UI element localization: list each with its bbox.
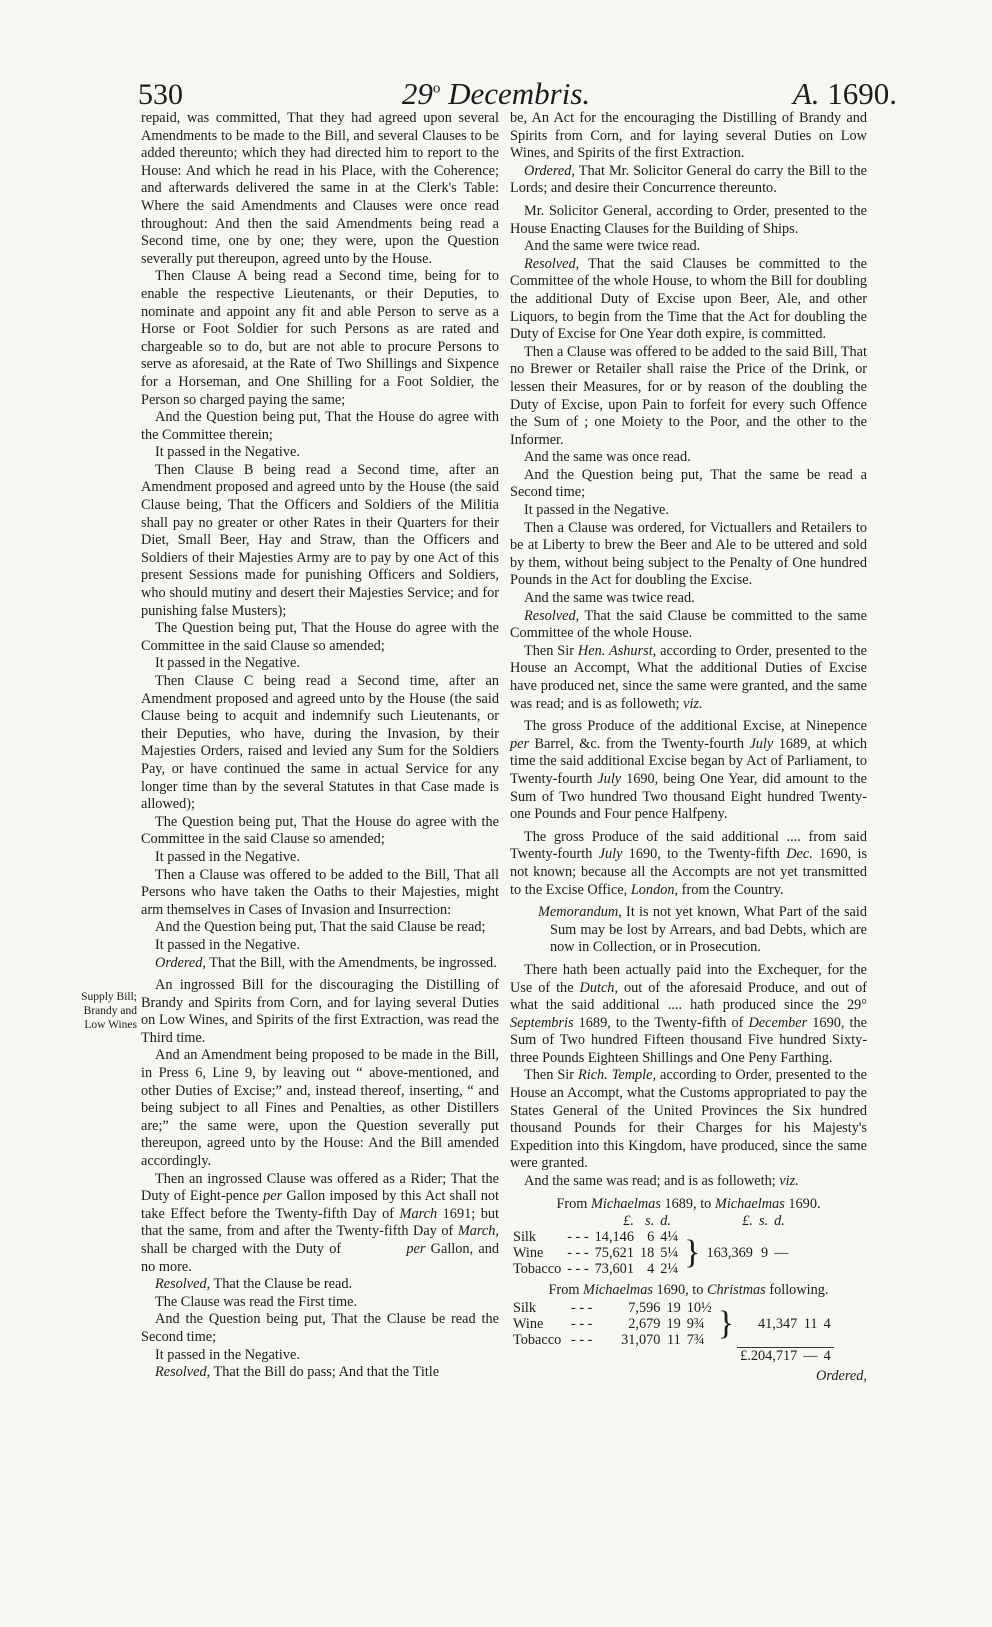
text: 1690, is not known; because all the Accompts are not yet transmitted to the Excise Office, — [510, 846, 868, 898]
text: That the Bill do pass; And that the Title — [210, 1364, 440, 1381]
paragraph: Then a Clause was offered to be added to the said Bill, That no Brewer or Retailer shall raise the Price of the Drink, or lessen their Measures, for or by reason of the doubling the Duty of Excise, upon Pain to forfeit for every such Offence the Sum of ; one Moiety to the Poor, and the other to the Informer. — [510, 343, 867, 448]
italic: viz. — [683, 695, 703, 712]
paragraph: And the Question being put, That the House do agree with the Committee therein; — [141, 409, 499, 443]
date-sup: o — [432, 80, 441, 97]
paragraph: It passed in the Negative. — [155, 655, 300, 672]
pounds: 7,596 — [628, 1299, 661, 1316]
paragraph — [510, 608, 867, 643]
text: Then an ingrossed Clause was offered as a Rider; That the Duty of Eight-pence — [141, 1170, 499, 1205]
dashes: - - - — [567, 1245, 589, 1262]
total-shillings: 11 — [803, 1315, 818, 1332]
paragraph — [510, 829, 867, 899]
italic: Michaelmas — [583, 1282, 653, 1299]
column-header: d. — [774, 1213, 785, 1230]
text: Then Sir — [524, 1067, 578, 1084]
text: 1690. — [784, 1195, 821, 1212]
item: Tobacco — [513, 1261, 562, 1278]
paragraph — [510, 163, 867, 198]
text: from the Country. — [678, 881, 784, 898]
italic: Rich. Temple, — [577, 1067, 657, 1084]
pounds: 75,621 — [594, 1245, 634, 1262]
grand-total-pence: 4 — [821, 1348, 834, 1365]
grand-total-pounds: £.204,717 — [737, 1348, 800, 1365]
year-letter: A. — [792, 76, 820, 111]
paragraph: The Question being put, That the House do agree with the Committee in the said Clause so amended; — [141, 813, 499, 848]
text: 1690, being One Year, did amount to the Sum of Two hundred Two thousand Eight hundred Twenty-one Pounds and Four pence Halfpeny. — [510, 770, 867, 823]
account-table-2 — [510, 1300, 834, 1365]
total-pounds: 163,369 — [706, 1245, 753, 1262]
paragraph: Then a Clause was ordered, for Victuallers and Retailers to be at Liberty to brew the Beer and Ale to be uttered and sold by them, without being subject to the Penalty of One hundred Pounds in the Act for doubling the Excise. — [510, 519, 867, 589]
date-month: Decembris. — [448, 76, 591, 111]
total-pence: 4 — [823, 1315, 831, 1332]
italic: March — [399, 1205, 438, 1222]
italic: per — [406, 1241, 426, 1257]
text: following. — [765, 1282, 829, 1299]
pence: 2¼ — [660, 1261, 679, 1278]
italic: London, — [630, 881, 679, 898]
shillings: 18 — [639, 1245, 655, 1262]
paragraph: The Question being put, That the House do agree with the Committee in the said Clause so amended; — [141, 620, 499, 654]
pounds: 14,146 — [594, 1229, 634, 1246]
text: That the Clause be read. — [210, 1276, 353, 1293]
item: Wine — [513, 1245, 544, 1262]
text: That the said Clause be committed to the same Committee of the whole House. — [510, 607, 867, 642]
paragraph: It passed in the Negative. — [155, 848, 300, 865]
italic: Hen. Ashurst, — [577, 642, 657, 659]
dashes: - - - — [571, 1299, 593, 1316]
left-column — [141, 110, 499, 1382]
pence: 7¾ — [686, 1331, 705, 1348]
paragraph — [141, 1276, 499, 1294]
italic: December — [748, 1014, 808, 1031]
paragraph — [510, 1067, 867, 1173]
text: Barrel, &c. from the Twenty-fourth — [529, 735, 750, 752]
italic: Dec. — [786, 846, 813, 863]
total-pence: — — [774, 1245, 789, 1262]
brace: } — [684, 1234, 701, 1272]
page-year — [793, 76, 897, 112]
dashes: - - - — [571, 1315, 593, 1332]
text: according to Order, presented to the House an Accompt, What the additional Duties of Excise have produced net, since the same were granted, and the same was read; and is as followeth; — [510, 642, 867, 712]
paragraph: An ingrossed Bill for the discouraging the Distilling of Brandy and Spirits from Corn, and for laying several Duties on Low Wines, and Spirits of the first Extraction, was read the Third time. — [141, 977, 499, 1046]
shillings: 6 — [647, 1229, 655, 1246]
italic: Memorandum, — [538, 904, 622, 921]
brace: } — [717, 1304, 735, 1342]
column-header: £. — [742, 1213, 753, 1230]
pence: 5¼ — [660, 1245, 679, 1262]
paragraph: And the Question being put, That the said Clause be read; — [155, 919, 486, 936]
italic: Septembris — [510, 1014, 574, 1031]
total-pounds: 41,347 — [757, 1315, 798, 1332]
paragraph: And the same was once read. — [524, 449, 691, 466]
paragraph: And the same were twice read. — [524, 238, 701, 255]
account-table-1 — [510, 1213, 791, 1277]
shillings: 19 — [666, 1299, 681, 1316]
italic: July — [749, 735, 774, 752]
shillings: 11 — [666, 1331, 681, 1348]
text: It is not yet known, What Part of the said Sum may be lost by Arrears, and bad Debts, which are now in Collection, or in Prosecution. — [550, 904, 867, 956]
page-number: 530 — [138, 78, 183, 111]
paragraph — [510, 643, 867, 713]
text: according to Order, presented to the House an Accompt, what the Customs appropriated to pay the States General of the United Provinces the Six hundred thousand Pounds for their Charges for his Majesty's Expedition into this Kingdom, have produced, since the same were granted. — [510, 1067, 868, 1172]
text: 1689, to the Twenty-fifth of — [573, 1014, 749, 1031]
italic: viz. — [779, 1173, 799, 1190]
margin-line: Supply Bill; — [81, 991, 137, 1003]
date-day: 29 — [401, 76, 433, 111]
pounds: 31,070 — [621, 1331, 661, 1348]
paragraph: Then Clause C being read a Second time, after an Amendment proposed and agreed unto by the House (the said Clause being to acquit and indemnify such Lieutenants, or their Deputies, who have, during the Invasion, by their Majesties Orders, raised and levied any Sum for the Soldiers Pay, or have continued the same in actual Service for any longer time than by the several Statutes in that Case made is allowed); — [141, 673, 499, 813]
dashes: - - - — [567, 1261, 589, 1278]
paragraph: Mr. Solicitor General, according to Order, presented to the House Enacting Clauses for the Building of Ships. — [510, 202, 867, 237]
account-heading — [510, 1196, 867, 1214]
text: That the Bill, with the Amendments, be ingrossed. — [205, 954, 497, 971]
paragraph — [510, 256, 867, 344]
text: The gross Produce of the additional Excise, at Ninepence — [524, 718, 867, 735]
text: Gallon, and no more. — [141, 1241, 499, 1275]
text: 1691; but that the same, from and after the Twenty-fifth Day of — [141, 1205, 499, 1240]
text: From — [548, 1282, 584, 1299]
memorandum — [510, 904, 867, 957]
margin-note — [59, 990, 137, 1032]
column-header: s. — [645, 1213, 655, 1230]
column-header: £. — [623, 1213, 634, 1230]
italic: Resolved, — [524, 607, 580, 624]
paragraph: Then Clause B being read a Second time, after an Amendment proposed and agreed unto by the House (the said Clause being, That the Officers and Soldiers of the Militia shall pay no greater or other Rates in their Quarters for their Diet, Small Beer, Hay and Straw, than the Officers and Soldiers of their Majesties Army are to pay by one Act of this present Sessions made for punishing Officers and Soldiers, who should mutiny and desert their Majesties Service; and for punishing false Musters); — [141, 461, 499, 619]
text: 1690, to the Twenty-fifth — [622, 846, 787, 863]
text: , shall be charged with the Duty of — [141, 1223, 499, 1257]
item: Silk — [513, 1299, 537, 1316]
text: 1689, at which time the said additional Excise began by Act of Parliament, to Twenty-fourth — [510, 735, 868, 787]
table-header-row — [510, 1213, 791, 1229]
text: 1689, to — [660, 1195, 715, 1212]
text: That the said Clauses be committed to the Committee of the whole House, to whom the Bill for doubling the additional Duty of Excise upon Beer, Ale, and other Liquors, to begin from the Time that the Act for doubling the Duty of Excise for One Year doth expire, is committed. — [510, 255, 867, 343]
paragraph — [141, 1364, 499, 1382]
text: 1690, the Sum of Two hundred Fifteen thousand Five hundred Sixty-three Pounds Eighteen Shillings and One Peny Farthing. — [510, 1014, 867, 1066]
italic: Resolved, — [155, 1276, 211, 1293]
italic: July — [597, 770, 622, 787]
pounds: 73,601 — [594, 1261, 634, 1278]
text: And the same was read; and is as followeth; — [524, 1173, 780, 1190]
paragraph: And the same was twice read. — [524, 590, 695, 607]
italic: Resolved, — [155, 1364, 211, 1381]
text: Then Sir — [524, 642, 578, 659]
table-row — [510, 1300, 834, 1316]
pence: 9¾ — [686, 1315, 705, 1332]
paragraph: be, An Act for the encouraging the Distilling of Brandy and Spirits from Corn, and for laying several Duties on Low Wines, and Spirits of the first Extraction. — [510, 110, 867, 162]
paragraph: It passed in the Negative. — [155, 444, 300, 461]
pence: 4¼ — [660, 1229, 679, 1246]
pence: 10½ — [686, 1299, 712, 1316]
paragraph: It passed in the Negative. — [155, 936, 300, 953]
paragraph — [510, 962, 867, 1068]
table-row — [510, 1229, 791, 1245]
account-heading — [510, 1282, 867, 1300]
pounds: 2,679 — [628, 1315, 661, 1332]
paragraph: And the Question being put, That the Clause be read the Second time; — [141, 1311, 499, 1345]
paragraph — [141, 1171, 499, 1277]
paragraph: The Clause was read the First time. — [155, 1293, 358, 1310]
column-header: d. — [660, 1213, 672, 1230]
paragraph: And the Question being put, That the same be read a Second time; — [510, 466, 867, 501]
text: That Mr. Solicitor General do carry the Bill to the Lords; and desire their Concurrence thereunto. — [510, 162, 867, 197]
paragraph — [510, 1173, 867, 1191]
item: Tobacco — [513, 1331, 562, 1348]
paragraph: Then Clause A being read a Second time, being for to enable the respective Lieutenants, or their Deputies, to nominate and appoint any fit and able Person to serve as a Horse or Foot Soldier for such Persons as are rated and chargeable so to do, but are not able to procure Persons to serve as aforesaid, at the Rate of Two Shillings and Sixpence for a Horseman, and One Shilling for a Foot Soldier, the Person so charged paying the same; — [141, 268, 499, 408]
paragraph: repaid, was committed, That they had agreed upon several Amendments to be made to the Bill, and several Clauses to be added thereunto; which they had directed him to report to the House: And which he read in his Place, with the Coherence; and afterwards delivered the same in at the Clerk's Table: Where the said Amendments and Clauses were once read throughout: And then the said Amendments being read a Second time, one by one; they were, upon the Question severally put thereupon, agreed unto by the House. — [141, 110, 499, 267]
year-number: 1690. — [827, 76, 897, 111]
italic: per — [263, 1188, 283, 1205]
margin-line: Low Wines — [84, 1019, 137, 1031]
total-shillings: 9 — [760, 1245, 769, 1262]
right-column — [510, 110, 867, 1386]
italic: Resolved, — [524, 255, 580, 272]
item: Silk — [513, 1229, 537, 1246]
dashes: - - - — [571, 1331, 593, 1348]
italic: Michaelmas — [714, 1195, 785, 1212]
grand-total-row — [510, 1348, 834, 1365]
column-header: s. — [758, 1213, 769, 1230]
paragraph — [510, 718, 867, 824]
item: Wine — [513, 1315, 544, 1332]
italic: per — [510, 735, 530, 752]
text: From — [556, 1195, 591, 1212]
paragraph: And an Amendment being proposed to be made in the Bill, in Press 6, Line 9, by leaving out “ above-mentioned, and other Duties of Excise;” and, instead thereof, inserting, “ and being subject to all Fines and Penalties, as other Distillers are;” the same were, upon the Question severally put thereupon, agreed unto by the House: And the Bill amended accordingly. — [141, 1047, 499, 1170]
paragraph: Then a Clause was offered to be added to the Bill, That all Persons who have taken the Oaths to their Majesties, might arm themselves in Cases of Invasion and Insurrection: — [141, 866, 499, 918]
italic: Ordered, — [155, 954, 206, 971]
margin-line: Brandy and — [83, 1005, 137, 1017]
catchword: Ordered, — [816, 1368, 867, 1385]
grand-total-shillings: — — [800, 1348, 820, 1365]
shillings: 4 — [647, 1261, 655, 1278]
text: There hath been actually paid into the Exchequer, for the Use of the — [510, 961, 867, 996]
paragraph — [141, 955, 499, 973]
italic: Dutch, — [579, 979, 619, 996]
italic: Michaelmas — [591, 1195, 661, 1212]
dashes: - - - — [567, 1229, 589, 1246]
text: out of the aforesaid Produce, and out of what the said additional .... hath produced since the 29° — [510, 979, 867, 1014]
italic: Ordered, — [524, 162, 575, 179]
paragraph: It passed in the Negative. — [524, 502, 669, 519]
italic: Christmas — [706, 1282, 766, 1299]
text: 1690, to — [652, 1282, 707, 1299]
shillings: 19 — [666, 1315, 681, 1332]
text: The gross Produce of the said additional .... from said Twenty-fourth — [510, 828, 867, 863]
italic: July — [598, 846, 623, 863]
paragraph: It passed in the Negative. — [155, 1346, 300, 1363]
text: Gallon imposed by this Act shall not take Effect before the Twenty-fifth Day of — [141, 1188, 499, 1222]
italic: March — [457, 1223, 496, 1240]
